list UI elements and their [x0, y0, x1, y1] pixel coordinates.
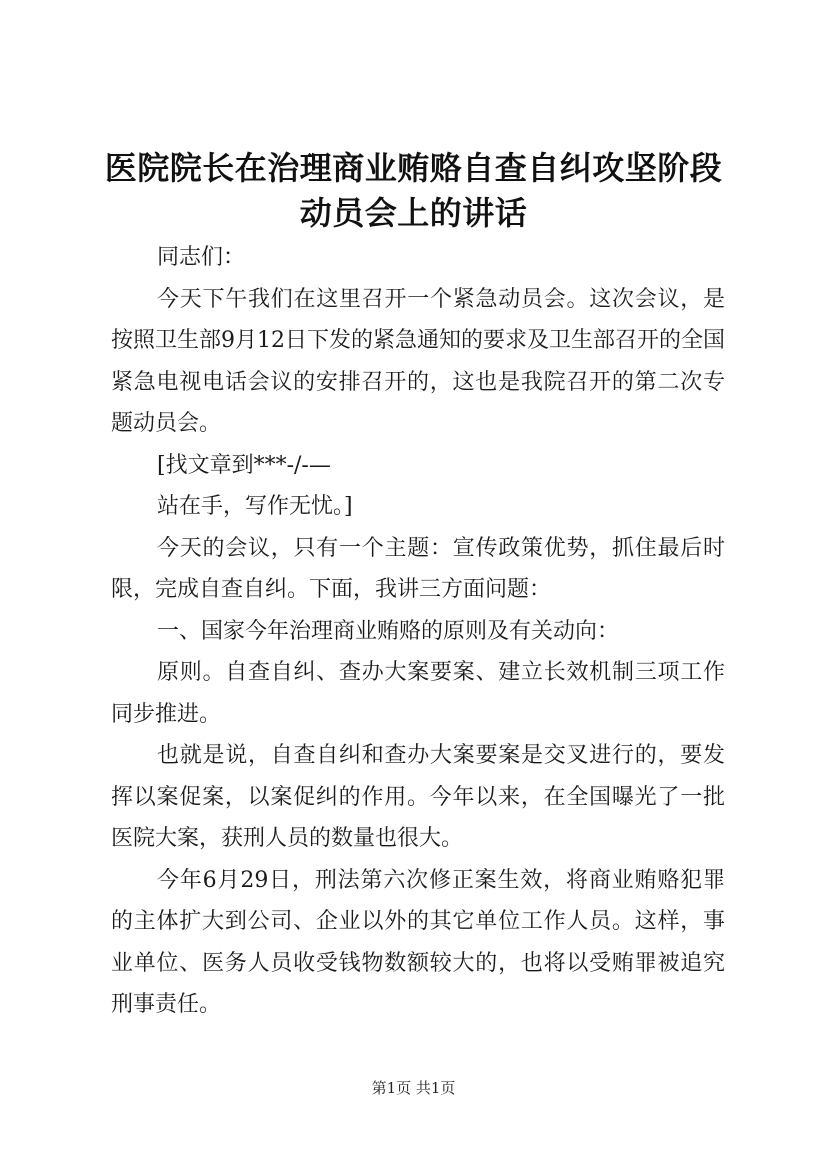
- page-footer: 第1页 共1页: [371, 1079, 456, 1097]
- paragraph-criminal-law-amendment: 今年6月29日，刑法第六次修正案生效，将商业贿赂犯罪的主体扩大到公司、企业以外的其它单位工作人员。这样，事业单位、医务人员收受钱物数额较大的，也将以受贿罪被追究刑事责任。: [111, 867, 725, 1017]
- paragraph-section-heading-1: 一、国家今年治理商业贿赂的原则及有关动向：: [157, 618, 620, 644]
- paragraph-meeting-intro: 今天下午我们在这里召开一个紧急动员会。这次会议，是按照卫生部9月12日下发的紧急通知的要求及卫生部召开的全国紧急电视电话会议的安排召开的，这也是我院召开的第二次专题动员会。: [111, 286, 725, 436]
- paragraph-principle-explained: 也就是说，自查自纠和查办大案要案是交叉进行的，要发挥以案促案，以案促纠的作用。今年以来，在全国曝光了一批医院大案，获刑人员的数量也很大。: [111, 743, 725, 851]
- paragraph-principle: 原则。自查自纠、查办大案要案、建立长效机制三项工作同步推进。: [111, 660, 725, 727]
- paragraph-source-note-2: 站在手，写作无忧。]: [157, 494, 353, 519]
- paragraph-source-note-1: [找文章到***-/-—: [157, 452, 331, 478]
- document-body: [111, 237, 725, 1026]
- document-title: 医院院长在治理商业贿赂自查自纠攻坚阶段动员会上的讲话: [104, 149, 723, 232]
- paragraph-meeting-theme: 今天的会议，只有一个主题：宣传政策优势，抓住最后时限，完成自查自纠。下面，我讲三方面问题：: [111, 535, 725, 602]
- paragraph-salutation: 同志们：: [157, 245, 246, 270]
